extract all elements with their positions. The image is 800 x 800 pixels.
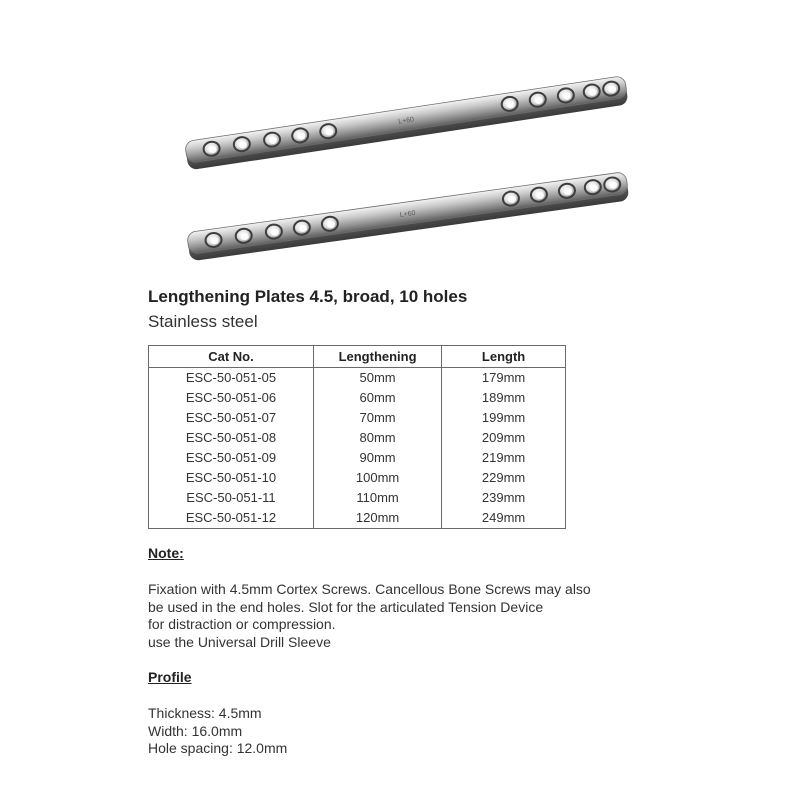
cell-lengthening: 90mm bbox=[313, 448, 441, 468]
cell-length: 179mm bbox=[442, 368, 566, 389]
plate-marking: L+60 bbox=[397, 116, 415, 126]
product-title: Lengthening Plates 4.5, broad, 10 holes bbox=[148, 287, 468, 306]
cell-length: 249mm bbox=[442, 508, 566, 529]
table-row bbox=[149, 448, 566, 468]
note-line: for distraction or compression. bbox=[148, 616, 336, 632]
cell-cat-no: ESC-50-051-11 bbox=[149, 488, 314, 508]
plate bbox=[187, 172, 630, 262]
cell-lengthening: 50mm bbox=[313, 368, 441, 389]
cell-cat-no: ESC-50-051-12 bbox=[149, 508, 314, 529]
profile-text bbox=[148, 705, 287, 758]
profile-line: Width: 16.0mm bbox=[148, 722, 243, 739]
plate-illustration bbox=[0, 0, 800, 280]
table-row bbox=[149, 408, 566, 428]
cell-cat-no: ESC-50-051-10 bbox=[149, 468, 314, 488]
note-line: Fixation with 4.5mm Cortex Screws. Cancellous Bone Screws may also bbox=[148, 581, 591, 597]
cell-cat-no: ESC-50-051-07 bbox=[149, 408, 314, 428]
header-cat-no: Cat No. bbox=[149, 346, 314, 368]
cell-lengthening: 110mm bbox=[313, 488, 441, 508]
cell-cat-no: ESC-50-051-09 bbox=[149, 448, 314, 468]
cell-length: 209mm bbox=[442, 428, 566, 448]
cell-cat-no: ESC-50-051-06 bbox=[149, 388, 314, 408]
spec-table bbox=[148, 345, 566, 529]
cell-length: 199mm bbox=[442, 408, 566, 428]
note-line: use the Universal Drill Sleeve bbox=[148, 633, 331, 650]
profile-heading: Profile bbox=[148, 669, 192, 685]
note-heading: Note: bbox=[148, 545, 184, 561]
cell-length: 189mm bbox=[442, 388, 566, 408]
profile-line: Hole spacing: 12.0mm bbox=[148, 740, 288, 756]
table-row bbox=[149, 508, 566, 529]
cell-lengthening: 100mm bbox=[313, 468, 441, 488]
cell-length: 219mm bbox=[442, 448, 566, 468]
cell-length: 229mm bbox=[442, 468, 566, 488]
cell-lengthening: 60mm bbox=[313, 388, 441, 408]
note-text bbox=[148, 581, 591, 651]
header-lengthening: Lengthening bbox=[313, 346, 441, 368]
cell-lengthening: 120mm bbox=[313, 508, 441, 529]
product-material: Stainless steel bbox=[148, 312, 258, 331]
table-header-row bbox=[149, 346, 566, 368]
table-row bbox=[149, 428, 566, 448]
table-row bbox=[149, 488, 566, 508]
cell-lengthening: 80mm bbox=[313, 428, 441, 448]
table-row bbox=[149, 468, 566, 488]
table-row bbox=[149, 368, 566, 389]
table-row bbox=[149, 388, 566, 408]
header-length: Length bbox=[442, 346, 566, 368]
profile-line: Thickness: 4.5mm bbox=[148, 705, 262, 721]
cell-length: 239mm bbox=[442, 488, 566, 508]
note-line: be used in the end holes. Slot for the articulated Tension Device bbox=[148, 598, 544, 615]
cell-cat-no: ESC-50-051-05 bbox=[149, 368, 314, 389]
plate bbox=[184, 76, 628, 171]
cell-cat-no: ESC-50-051-08 bbox=[149, 428, 314, 448]
plate-marking: L+60 bbox=[399, 209, 417, 220]
cell-lengthening: 70mm bbox=[313, 408, 441, 428]
